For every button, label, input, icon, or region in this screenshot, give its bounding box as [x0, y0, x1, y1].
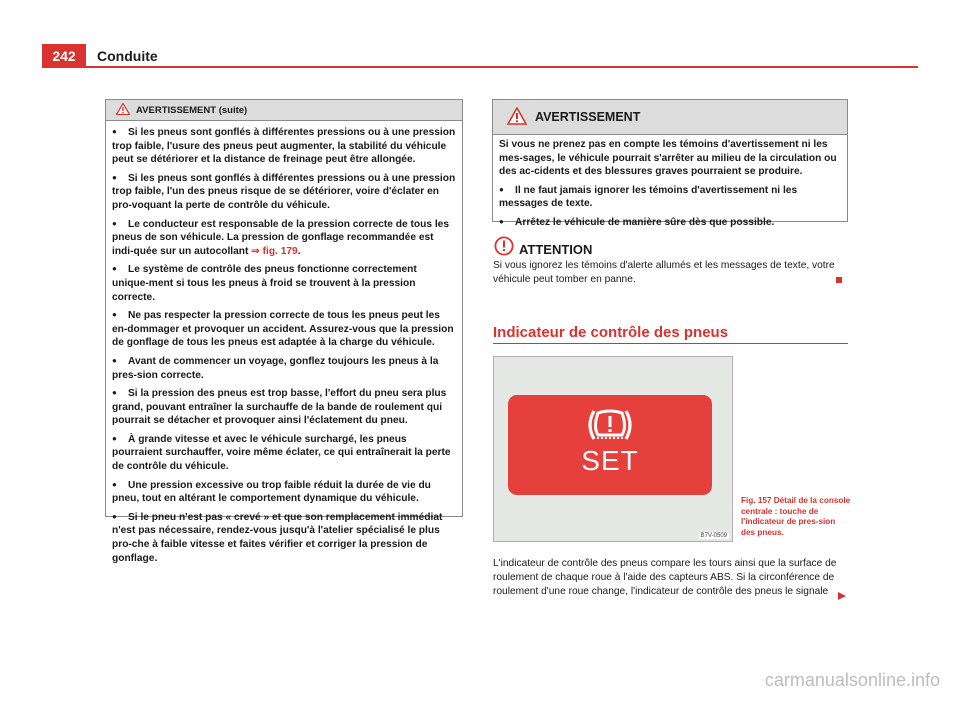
- warning-intro: Si vous ne prenez pas en compte les témoins d'avertissement ni les mes-sages, le véhicule pourrait s'arrêter au milieu de la circulation ou des ac-cidents et des blessures graves pourraient se produire.: [499, 139, 837, 178]
- warning-continued-body: [106, 121, 462, 569]
- bullet-item: ● Il ne faut jamais ignorer les témoins d'avertissement ni les messages de texte.: [499, 183, 841, 211]
- bullet-item: ● Si la pression des pneus est trop basse, l'effort du pneu sera plus grand, pouvant entraîner la surchauffe de la bande de roulement qui pourrait se détacher et provoquer ainsi l'éclatement du pneu.: [112, 386, 456, 428]
- attention-heading: ATTENTION: [519, 242, 593, 257]
- figure-code: B7V-0509: [700, 533, 727, 539]
- bullet-item: ● À grande vitesse et avec le véhicule surchargé, les pneus pourraient surchauffer, voire même éclater, ce qui entraînerait la perte de contrôle du véhicule.: [112, 432, 456, 474]
- attention-circle-icon: [494, 236, 514, 261]
- bullet-item: ● Arrêtez le véhicule de manière sûre dès que possible.: [499, 215, 841, 230]
- chapter-title: Conduite: [97, 48, 158, 64]
- bullet-item: ● Si les pneus sont gonflés à différentes pressions ou à une pression trop faible, l'usure des pneus peut augmenter, la stabilité du véhicule peut se détériorer et la distance de freinage peut être allongée.: [112, 125, 456, 167]
- warning-body: [493, 135, 847, 234]
- set-button-label: SET: [581, 445, 639, 476]
- watermark: carmanualsonline.info: [764, 670, 940, 690]
- section-end-marker: [836, 277, 842, 283]
- bullet-item: ● Si les pneus sont gonflés à différentes pressions ou à une pression trop faible, l'un des pneus risque de se détériorer, voire d'éclater en pro-voquant la perte de contrôle du véhicule.: [112, 171, 456, 213]
- warning-header: [493, 100, 847, 135]
- body-paragraph: L'indicateur de contrôle des pneus compare les tours ainsi que la surface de roulement de chaque roue à l'aide des capteurs ABS. Si la circonférence de roulement d'une roue change, l'indicateur de contrôle des pneus le signale: [493, 558, 837, 597]
- bullet-item: ● Le système de contrôle des pneus fonctionne correctement unique-ment si tous les pneus à froid se trouvent à la pression correcte.: [112, 262, 456, 304]
- warning-box: [492, 99, 848, 228]
- continue-arrow-icon: [837, 588, 847, 606]
- warning-continued-box: [105, 99, 463, 564]
- page-number: 242: [42, 44, 86, 68]
- warning-continued-heading: AVERTISSEMENT (suite): [136, 104, 248, 116]
- bullet-item: ● Une pression excessive ou trop faible réduit la durée de vie du pneu, tout en altérant le comportement dynamique du véhicule.: [112, 478, 456, 506]
- warning-heading: AVERTISSEMENT: [535, 110, 641, 124]
- header-rule: [86, 66, 918, 68]
- bullet-item: ● Avant de commencer un voyage, gonflez toujours les pneus à la pres-sion correcte.: [112, 354, 456, 382]
- tire-pressure-icon: [580, 407, 640, 448]
- set-button: [508, 395, 712, 495]
- figure-tire-pressure-button: [493, 356, 733, 542]
- section-title: Indicateur de contrôle des pneus: [493, 324, 729, 341]
- bullet-item: ● Ne pas respecter la pression correcte de tous les pneus peut les en-dommager et provoquer un accident. Assurez-vous que la pression de gonflage de tous les pneus est adaptée à la charge du véhicule.: [112, 308, 456, 350]
- warning-triangle-icon: [116, 103, 130, 118]
- warning-triangle-icon: [507, 107, 527, 128]
- section-rule: [493, 343, 848, 344]
- attention-text: Si vous ignorez les témoins d'alerte allumés et les messages de texte, votre véhicule peut tomber en panne.: [493, 260, 835, 285]
- bullet-item: ● Si le pneu n'est pas « crevé » et que son remplacement immédiat n'est pas nécessaire, rendez-vous jusqu'à l'atelier spécialisé le plus pro-che à faible vitesse et faites vérifier et corriger la pression de gonflage.: [112, 510, 456, 565]
- bullet-item: ● Le conducteur est responsable de la pression correcte de tous les pneus de son véhicule. La pression de gonflage recommandée est indi-quée sur un autocollant ⇒ fig. 179.: [112, 217, 456, 259]
- warning-continued-header: [106, 100, 462, 121]
- figure-reference-link[interactable]: ⇒ fig. 179: [251, 245, 298, 257]
- figure-caption: Fig. 157 Détail de la console centrale : touche de l'indicateur de pres-sion des pneus.: [741, 496, 851, 537]
